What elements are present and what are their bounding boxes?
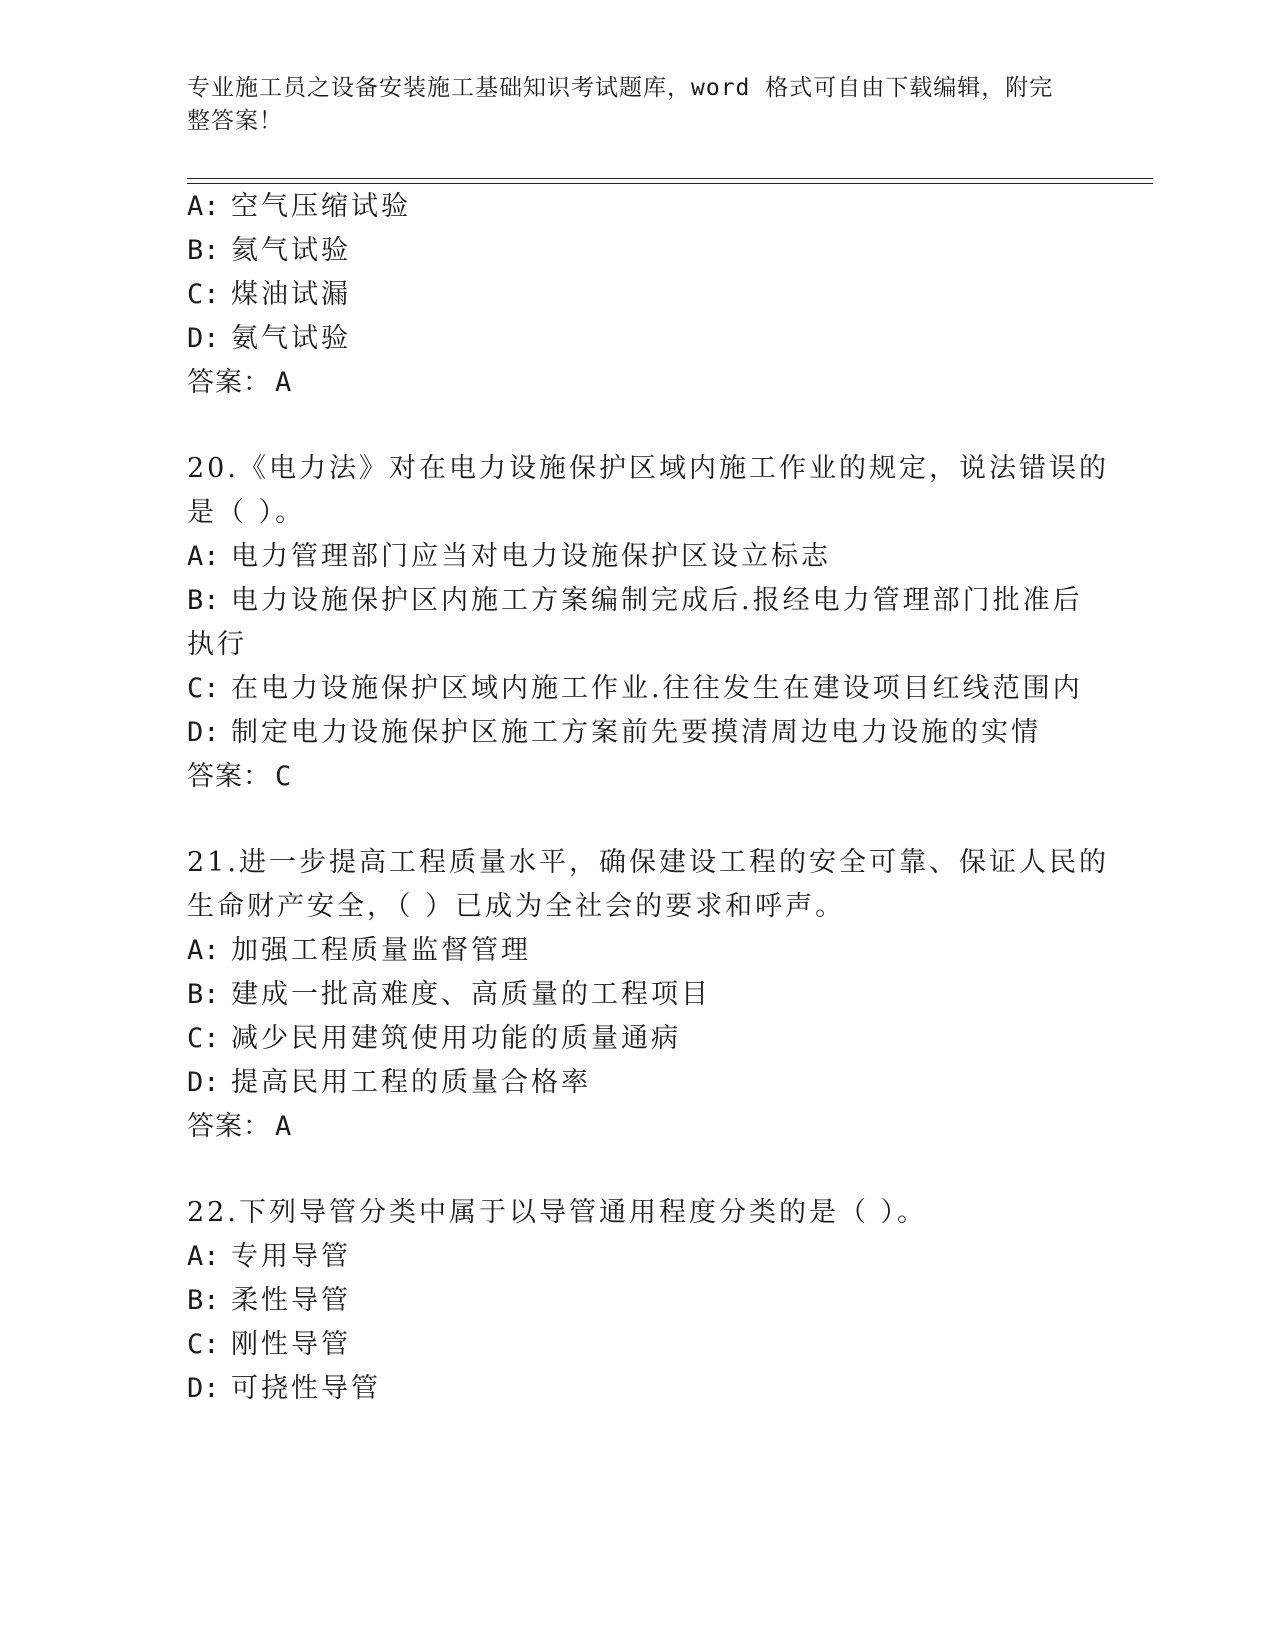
q19-option-a: A: 空气压缩试验 [187, 191, 411, 222]
q20-option-b: B: 电力设施保护区内施工方案编制完成后.报经电力管理部门批准后 [187, 585, 1083, 616]
q19-option-d: D: 氨气试验 [187, 323, 351, 354]
q20-option-d: D: 制定电力设施保护区施工方案前先要摸清周边电力设施的实情 [187, 717, 1041, 748]
q22-stem-line-1: 22.下列导管分类中属于以导管通用程度分类的是（ ）。 [187, 1197, 928, 1228]
q21-option-b: B: 建成一批高难度、高质量的工程项目 [187, 979, 711, 1010]
q20-stem-line-2: 是（ ）。 [187, 497, 306, 528]
q20-answer: 答案： C [187, 761, 293, 792]
q20-stem-line-1: 20.《电力法》对在电力设施保护区域内施工作业的规定，说法错误的 [187, 453, 1109, 484]
q21-stem-line-1: 21.进一步提高工程质量水平，确保建设工程的安全可靠、保证人民的 [187, 847, 1109, 878]
header-line-1: 专业施工员之设备安装施工基础知识考试题库，word 格式可自由下载编辑，附完 [187, 75, 1054, 101]
q22-option-c: C: 刚性导管 [187, 1329, 351, 1360]
q21-option-d: D: 提高民用工程的质量合格率 [187, 1067, 591, 1098]
q21-option-c: C: 减少民用建筑使用功能的质量通病 [187, 1023, 681, 1054]
q19-option-b: B: 氦气试验 [187, 235, 351, 266]
q20-option-a: A: 电力管理部门应当对电力设施保护区设立标志 [187, 541, 831, 572]
q20-option-c: C: 在电力设施保护区域内施工作业.往往发生在建设项目红线范围内 [187, 673, 1083, 704]
document-header [187, 72, 1067, 138]
q21-option-a: A: 加强工程质量监督管理 [187, 935, 531, 966]
header-line-2: 整答案！ [187, 108, 283, 134]
q21-stem-line-2: 生命财产安全，（ ）已成为全社会的要求和呼声。 [187, 891, 846, 922]
q21-answer: 答案： A [187, 1111, 293, 1142]
header-divider-bottom [187, 183, 1153, 184]
header-divider-top [187, 178, 1153, 179]
q22-option-d: D: 可挠性导管 [187, 1373, 381, 1404]
q22-option-a: A: 专用导管 [187, 1241, 351, 1272]
q20-option-b-continued: 执行 [187, 629, 247, 660]
q22-option-b: B: 柔性导管 [187, 1285, 351, 1316]
q19-option-c: C: 煤油试漏 [187, 279, 351, 310]
q19-answer: 答案： A [187, 367, 293, 398]
